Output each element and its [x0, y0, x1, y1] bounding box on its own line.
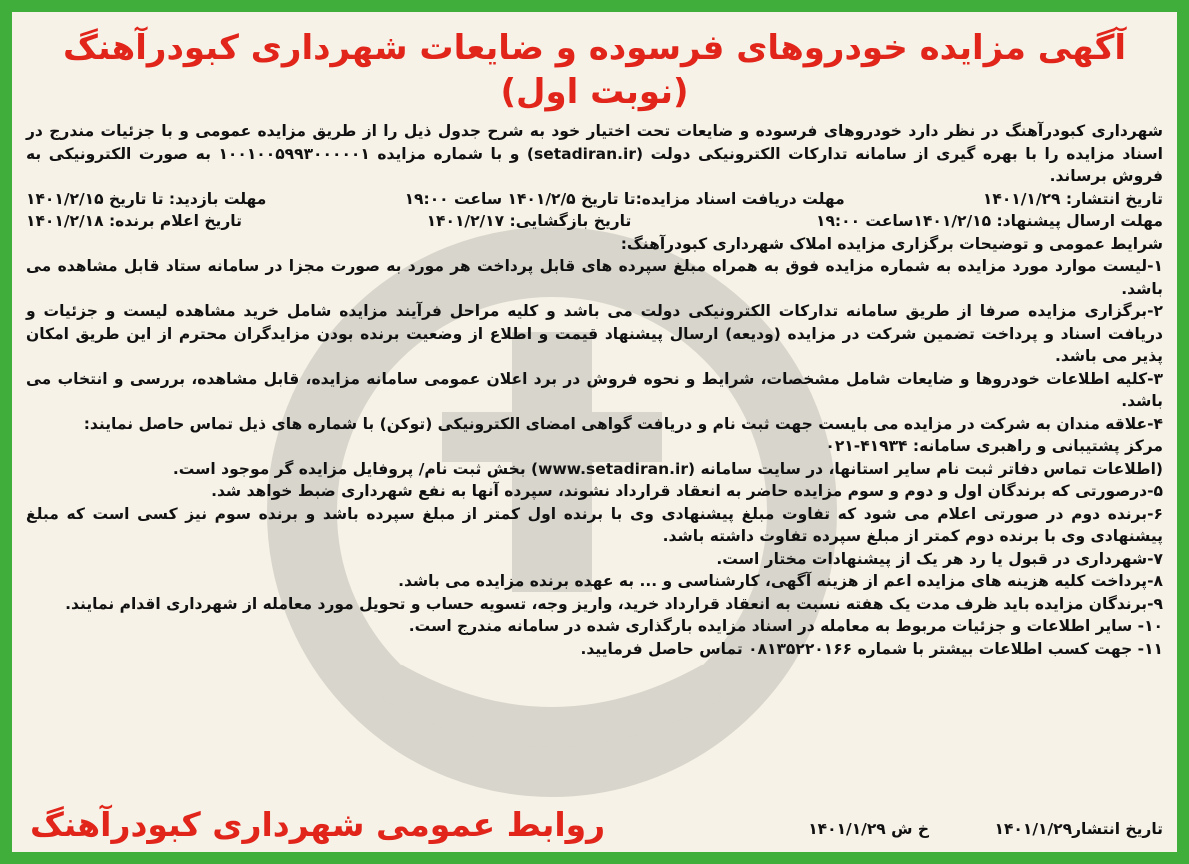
condition-item: ۴-علاقه مندان به شرکت در مزایده می بایست جهت ثبت نام و دریافت گواهی امضای الکترونیکی (توکن) با شماره های ذیل تماس حاصل نمایند:	[83, 414, 1163, 433]
conditions-heading: شرایط عمومی و توضیحات برگزاری مزایده املاک شهرداری کبودرآهنگ:	[620, 234, 1163, 253]
notice-content	[26, 22, 1163, 842]
condition-item: ۵-درصورتی که برندگان اول و دوم و سوم مزایده حاضر به انعقاد قرارداد نشوند، سپرده آنها به نفع شهرداری ضبط خواهد شد.	[211, 482, 1163, 500]
notice-footer	[26, 796, 1163, 842]
support-center: مرکز پشتیبانی و راهبری سامانه: ۴۱۹۳۴-۰۲۱	[825, 437, 1163, 455]
publish-date: تاریخ انتشار: ۱۴۰۱/۱/۲۹	[982, 189, 1163, 208]
condition-item: ۸-پرداخت کلیه هزینه های مزایده اعم از هزینه آگهی، کارشناسی و ... به عهده برنده مزایده می باشد.	[398, 572, 1163, 590]
footer-dates	[748, 820, 1163, 838]
conditions-list	[26, 233, 1163, 661]
footer-code: خ ش ۱۴۰۱/۱/۲۹	[808, 820, 930, 838]
notice-paper	[12, 12, 1177, 852]
receive-deadline: مهلت دریافت اسناد مزایده:تا تاریخ ۱۴۰۱/۲/۵ ساعت ۱۹:۰۰	[404, 189, 845, 208]
page-title: آگهی مزایده خودروهای فرسوده و ضایعات شهرداری کبودرآهنگ (نوبت اول)	[62, 28, 1127, 112]
condition-item: ۲-برگزاری مزایده صرفا از طریق سامانه تدارکات الکترونیکی دولت می باشد و کلیه مراحل فرآیند مزایده شامل خرید مشاهده لیست و جزئیات و دریافت اسناد و پرداخت تضمین شرکت در مزایده (ودیعه) ارسال پیشنهاد قیمت و اطلاع از وضعیت برنده بودن مزایدگران محترم از این طریق امکان پذیر می باشد.	[26, 302, 1163, 365]
visit-deadline: مهلت بازدید: تا تاریخ ۱۴۰۱/۲/۱۵	[26, 189, 267, 208]
condition-item: ۱-لیست موارد مورد مزایده به شماره مزایده فوق به همراه مبلغ سپرده های قابل پرداخت هر مورد به صورت مجزا در سامانه ستاد قابل مشاهده می باشد.	[26, 257, 1163, 298]
condition-item: ۱۰- سایر اطلاعات و جزئیات مربوط به معامله در اسناد مزایده بارگذاری شده در سامانه مندرج است.	[408, 617, 1163, 635]
intro-paragraph: شهرداری کبودرآهنگ در نظر دارد خودروهای فرسوده و ضایعات تحت اختیار خود به شرح جدول ذیل را از طریق مزایده عمومی و با جزئیات مندرج در اسناد مزایده را با بهره گیری از سامانه تدارکات الکترونیکی دولت (setadiran.ir) و با شماره مزایده ۱۰۰۱۰۰۵۹۹۳۰۰۰۰۰۱ به صورت الکترونیکی به فروش برساند.	[26, 122, 1163, 185]
dates-row-1	[26, 188, 1163, 211]
winner-date: تاریخ اعلام برنده: ۱۴۰۱/۲/۱۸	[26, 212, 242, 230]
condition-item: ۱۱- جهت کسب اطلاعات بیشتر با شماره ۰۸۱۳۵۲۲۰۱۶۶ تماس حاصل فرمایید.	[580, 639, 1163, 658]
public-relations-signature: روابط عمومی شهرداری کبودرآهنگ	[30, 805, 606, 844]
footer-publish-date: تاریخ انتشار۱۴۰۱/۱/۲۹	[994, 820, 1163, 838]
condition-item: ۹-برندگان مزایده باید ظرف مدت یک هفته نسبت به انعقاد قرارداد خرید، واریز وجه، تسویه حساب و تحویل مورد معامله از شهرداری اقدام نمایند.	[65, 594, 1163, 613]
submit-deadline: مهلت ارسال پیشنهاد: ۱۴۰۱/۲/۱۵ساعت ۱۹:۰۰	[815, 212, 1163, 230]
dates-row-2	[26, 210, 1163, 233]
registration-info: (اطلاعات تماس دفاتر ثبت نام سایر استانها، در سایت سامانه (www.setadiran.ir) بخش ثبت نام/ پروفایل مزایده گر موجود است.	[172, 459, 1163, 478]
condition-item: ۶-برنده دوم در صورتی اعلام می شود که تفاوت مبلغ پیشنهادی وی با برنده اول کمتر از مبلغ سپرده باشد و برنده سوم نیز کسی است که مبلغ پیشنهادی وی با برنده دوم کمتر از مبلغ سپرده تفاوت داشته باشد.	[26, 504, 1163, 545]
condition-item: ۳-کلیه اطلاعات خودروها و ضایعات شامل مشخصات، شرایط و نحوه فروش در برد اعلان عمومی سامانه مزایده، قابل مشاهده، بررسی و انتخاب می باشد.	[26, 369, 1163, 410]
condition-item: ۷-شهرداری در قبول یا رد هر یک از پیشنهادات مختار است.	[716, 549, 1163, 568]
opening-date: تاریخ بازگشایی: ۱۴۰۱/۲/۱۷	[426, 212, 632, 230]
